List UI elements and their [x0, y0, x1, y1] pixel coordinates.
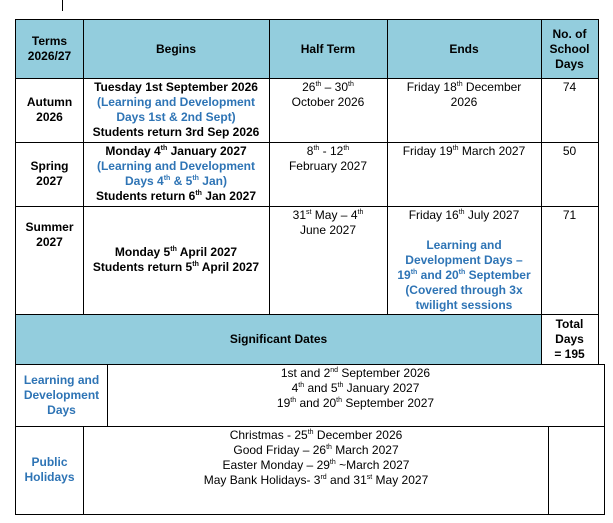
autumn-term-cell: Autumn 2026: [26, 95, 73, 124]
row-divider-5: [15, 364, 605, 365]
header-ends: Ends: [387, 20, 541, 78]
autumn-days-cell: 74: [562, 80, 577, 94]
row-divider-1: [15, 78, 599, 79]
public-holidays-list: Christmas - 25th December 2026 Good Friday – 26th March 2027 Easter Monday – 29th ~March 2027 May Bank Holidays- 3rd and 31st May 2027: [203, 428, 429, 487]
summer-begins-cell: Monday 5th April 2027 Students return 5th April 2027: [92, 245, 260, 274]
summer-days-cell: 71: [562, 208, 577, 222]
header-terms: Terms 2026/27: [16, 20, 83, 78]
table-border-top: [15, 19, 599, 20]
summer-ends-cell: Friday 16th July 2027 Learning and Development Days – 19th and 20th September (Covered through 3x twilight sessions: [397, 208, 531, 312]
header-school-days: No. of School Days: [541, 20, 598, 78]
header-half-term: Half Term: [269, 20, 387, 78]
summer-term-cell: Summer 2027: [25, 220, 74, 249]
ld-border-left: [15, 364, 16, 427]
significant-dates-header: Significant Dates: [16, 314, 541, 364]
row-divider-2: [15, 142, 599, 143]
autumn-ends-cell: Friday 18th December 2026: [406, 80, 522, 109]
spring-begins-cell: Monday 4th January 2027 (Learning and Development Days 4th & 5th Jan) Students return 6th Jan 2027: [95, 144, 256, 203]
total-days-cell: Total Days = 195: [554, 316, 585, 361]
ld-border-bottom: [15, 426, 605, 427]
hol-border-left: [15, 426, 16, 515]
hol-border-right: [604, 426, 605, 515]
summer-half-term-cell: 31st May – 4th June 2027: [292, 208, 364, 237]
spring-days-cell: 50: [562, 144, 577, 158]
col-divider-3: [387, 19, 388, 315]
hol-col-divider-2: [548, 426, 549, 515]
ld-days-label: Learning and Development Days: [23, 372, 100, 417]
ld-border-right: [604, 364, 605, 427]
col-divider-2: [269, 19, 270, 315]
spring-term-cell: Spring 2027: [30, 159, 69, 188]
autumn-half-term-cell: 26th – 30th October 2026: [291, 80, 365, 109]
header-begins: Begins: [83, 20, 269, 78]
row-divider-4: [15, 314, 599, 315]
col-divider-4: [541, 19, 542, 365]
spring-ends-cell: Friday 19th March 2027: [402, 144, 526, 158]
public-holidays-label: Public Holidays: [24, 455, 75, 484]
spring-half-term-cell: 8th - 12th February 2027: [288, 144, 368, 173]
public-holidays-empty-cell: [549, 426, 604, 514]
ld-days-list: 1st and 2nd September 2026 4th and 5th January 2027 19th and 20th September 2027: [276, 366, 435, 410]
row-divider-3: [15, 206, 599, 207]
autumn-begins-cell: Tuesday 1st September 2026 (Learning and Development Days 1st & 2nd Sept) Students return 3rd Sep 2026: [92, 80, 260, 139]
hol-border-bottom: [15, 514, 605, 515]
hol-col-divider-1: [83, 426, 84, 515]
ld-col-divider: [107, 364, 108, 427]
text-cursor: [62, 0, 63, 11]
col-divider-1: [83, 19, 84, 315]
